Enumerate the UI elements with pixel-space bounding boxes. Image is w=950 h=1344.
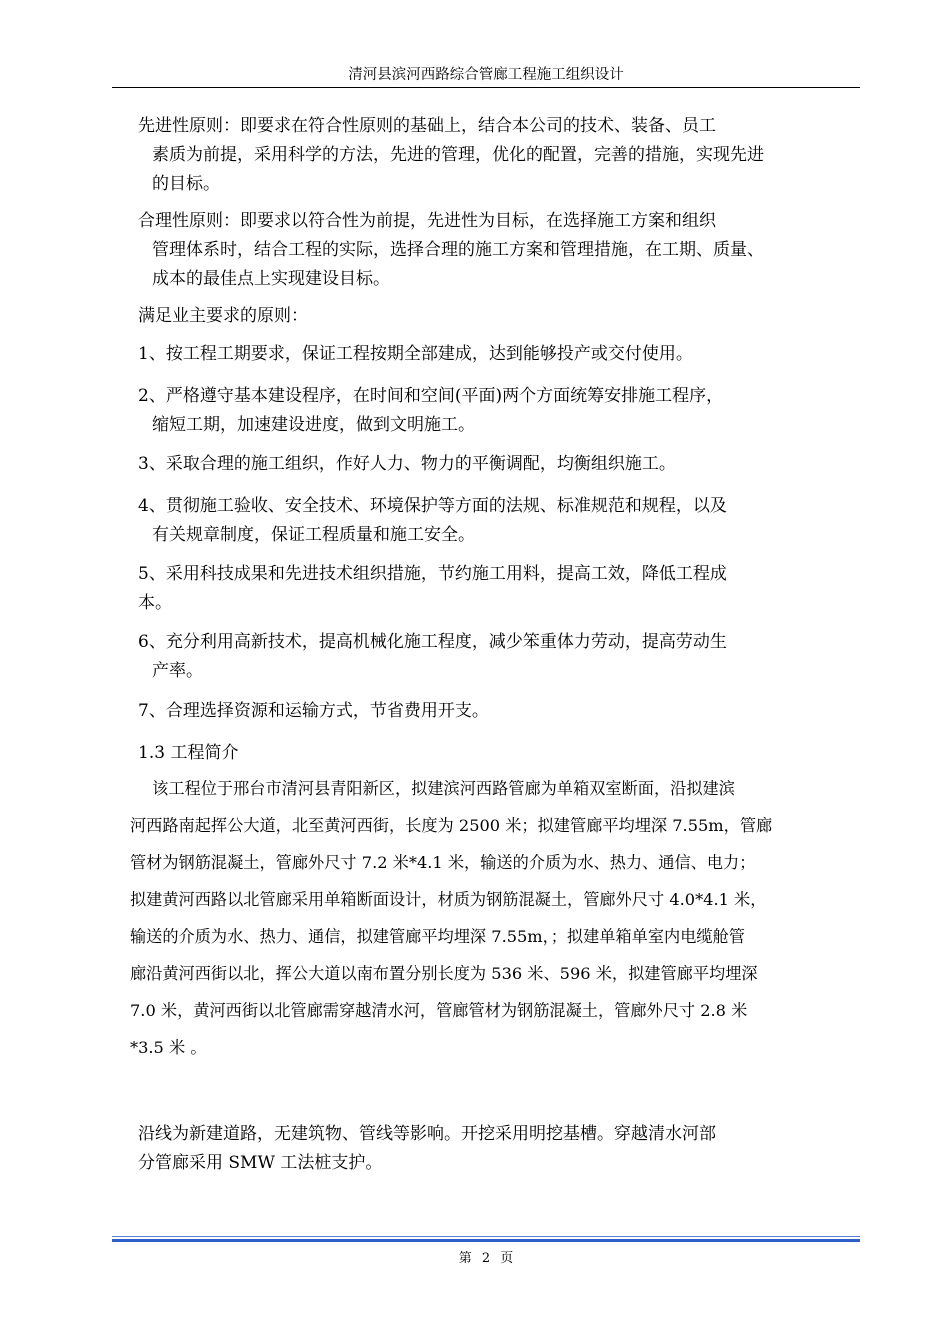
footer-rule-thin — [112, 1236, 860, 1237]
text-line: 6、充分利用高新技术，提高机械化施工程度，减少笨重体力劳动，提高劳动生 — [104, 632, 727, 652]
text-line: 素质为前提，采用科学的方法，先进的管理，优化的配置，完善的措施，实现先进 — [152, 145, 764, 165]
paragraph-owner-principle — [104, 302, 864, 331]
header-rule — [112, 87, 860, 88]
text-line: 2、严格遵守基本建设程序，在时间和空间(平面)两个方面统筹安排施工程序， — [104, 386, 724, 406]
text-line: 5、采用科技成果和先进技术组织措施，节约施工用料，提高工效，降低工程成 — [104, 564, 727, 584]
text-line: 满足业主要求的原则： — [104, 306, 308, 326]
text-line: 管理体系时，结合工程的实际，选择合理的施工方案和管理措施，在工期、质量、 — [152, 240, 764, 260]
document-title: 清河县滨河西路综合管廊工程施工组织设计 — [348, 67, 624, 83]
text-line: 合理性原则：即要求以符合性为前提，先进性为目标，在选择施工方案和组织 — [104, 211, 716, 231]
text-line: 本。 — [138, 593, 172, 613]
paragraph-rational-principle — [104, 207, 864, 294]
text-line: 输送的介质为水、热力、通信，拟建管廊平均埋深 7.55m，；拟建单箱单室内电缆舱管 — [130, 927, 745, 946]
section-heading-project-overview — [104, 739, 864, 768]
text-line: 缩短工期，加速建设进度，做到文明施工。 — [152, 415, 475, 435]
text-line: 拟建黄河西路以北管廊采用单箱断面设计，材质为钢筋混凝土，管廊外尺寸 4.0*4.1 米， — [130, 890, 767, 909]
text-line: 成本的最佳点上实现建设目标。 — [152, 269, 390, 289]
paragraph-route-conditions — [104, 1120, 864, 1178]
list-item-1 — [104, 340, 864, 369]
paragraph-project-intro — [130, 770, 865, 1066]
text-line: 该工程位于邢台市清河县青阳新区，拟建滨河西路管廊为单箱双室断面，沿拟建滨 — [136, 779, 735, 798]
list-item-6 — [104, 628, 864, 686]
text-line: 7、合理选择资源和运输方式，节省费用开支。 — [104, 701, 489, 721]
list-item-3 — [104, 450, 864, 479]
text-line: 1、按工程工期要求，保证工程按期全部建成，达到能够投产或交付使用。 — [104, 344, 693, 364]
list-item-7 — [104, 697, 864, 726]
text-line: 分管廊采用 SMW 工法桩支护。 — [138, 1153, 383, 1173]
footer-rule-thick — [112, 1239, 860, 1242]
text-line: 的目标。 — [152, 174, 220, 194]
page-number: 第 2 页 — [458, 1251, 514, 1266]
list-item-4 — [104, 492, 864, 550]
text-line: 1.3 工程简介 — [104, 743, 239, 763]
list-item-5 — [104, 560, 864, 618]
text-line: 廊沿黄河西街以北，挥公大道以南布置分别长度为 536 米、596 米，拟建管廊平均埋深 — [130, 964, 758, 983]
list-item-2 — [104, 382, 864, 440]
text-line: 先进性原则：即要求在符合性原则的基础上，结合本公司的技术、装备、员工 — [104, 116, 716, 136]
text-line: 河西路南起挥公大道，北至黄河西街，长度为 2500 米；拟建管廊平均埋深 7.55m，管廊 — [130, 816, 773, 835]
text-line: 7.0 米，黄河西街以北管廊需穿越清水河，管廊管材为钢筋混凝土，管廊外尺寸 2.8 米 — [130, 1001, 748, 1020]
text-line: 有关规章制度，保证工程质量和施工安全。 — [152, 525, 475, 545]
text-line: *3.5 米 。 — [130, 1038, 207, 1057]
text-line: 管材为钢筋混凝土，管廊外尺寸 7.2 米*4.1 米，输送的介质为水、热力、通信、电力； — [130, 853, 756, 872]
text-line: 产率。 — [152, 661, 203, 681]
paragraph-advanced-principle — [104, 112, 864, 199]
text-line: 4、贯彻施工验收、安全技术、环境保护等方面的法规、标准规范和规程，以及 — [104, 496, 727, 516]
text-line: 3、采取合理的施工组织，作好人力、物力的平衡调配，均衡组织施工。 — [104, 454, 676, 474]
text-line: 沿线为新建道路，无建筑物、管线等影响。开挖采用明挖基槽。穿越清水河部 — [104, 1124, 716, 1144]
